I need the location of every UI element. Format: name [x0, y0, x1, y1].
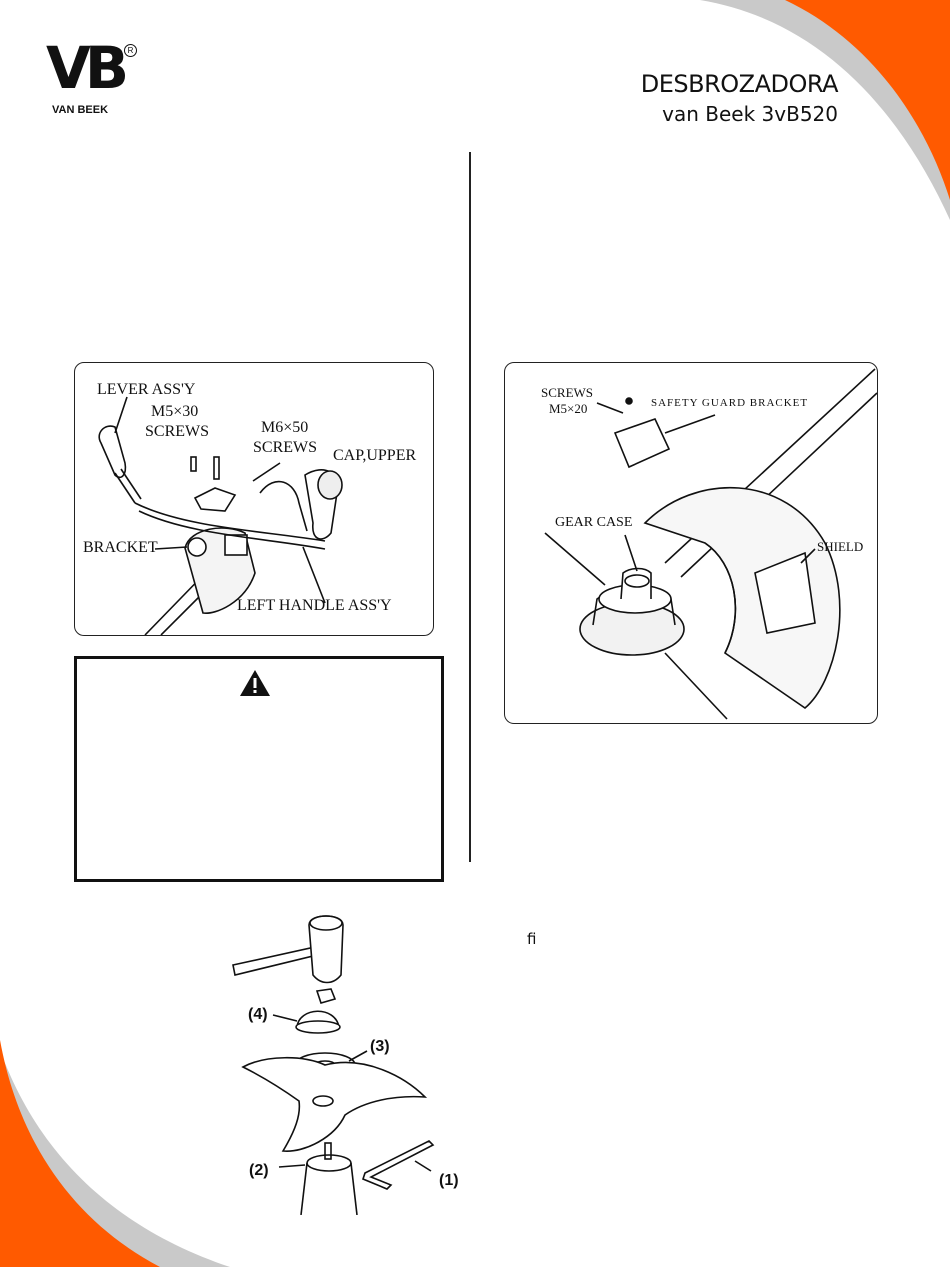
logo-mark: VB	[46, 34, 124, 102]
m5-screws-label: SCREWS	[145, 423, 210, 440]
logo-brand-name: VAN BEEK	[52, 104, 109, 116]
registered-mark: R	[124, 44, 137, 57]
page-subtitle: van Beek 3vB520	[662, 102, 838, 126]
gear-case-label: GEAR CASE	[555, 515, 633, 530]
handle-assembly-drawing	[75, 363, 433, 635]
screws-size-label: M5×20	[549, 401, 588, 416]
m6-screws-size-label: M6×50	[261, 419, 309, 436]
m6-screws-label: SCREWS	[253, 439, 318, 456]
warning-box	[74, 656, 444, 882]
part-label-2: (2)	[249, 1162, 269, 1179]
safety-guard-bracket-label: SAFETY GUARD BRACKET	[651, 397, 809, 409]
safety-guard-figure	[504, 362, 878, 724]
cap-upper-label: CAP,UPPER	[333, 447, 417, 464]
bracket-label: BRACKET	[83, 539, 158, 556]
screws-label: SCREWS	[541, 385, 594, 400]
part-label-3: (3)	[370, 1038, 390, 1055]
left-handle-label: LEFT HANDLE ASS'Y	[237, 597, 392, 614]
part-label-1: (1)	[439, 1172, 459, 1189]
stray-ligature-glyph: ﬁ	[527, 930, 537, 948]
brand-logo	[46, 34, 146, 120]
part-label-4: (4)	[248, 1006, 268, 1023]
handle-assembly-figure	[74, 362, 434, 636]
page-title: DESBROZADORA	[640, 70, 838, 98]
warning-triangle-icon	[239, 669, 271, 697]
lever-label: LEVER ASS'Y	[97, 381, 196, 398]
shield-label: SHIELD	[817, 539, 864, 554]
column-divider	[469, 152, 471, 862]
m5-screws-size-label: M5×30	[151, 403, 199, 420]
